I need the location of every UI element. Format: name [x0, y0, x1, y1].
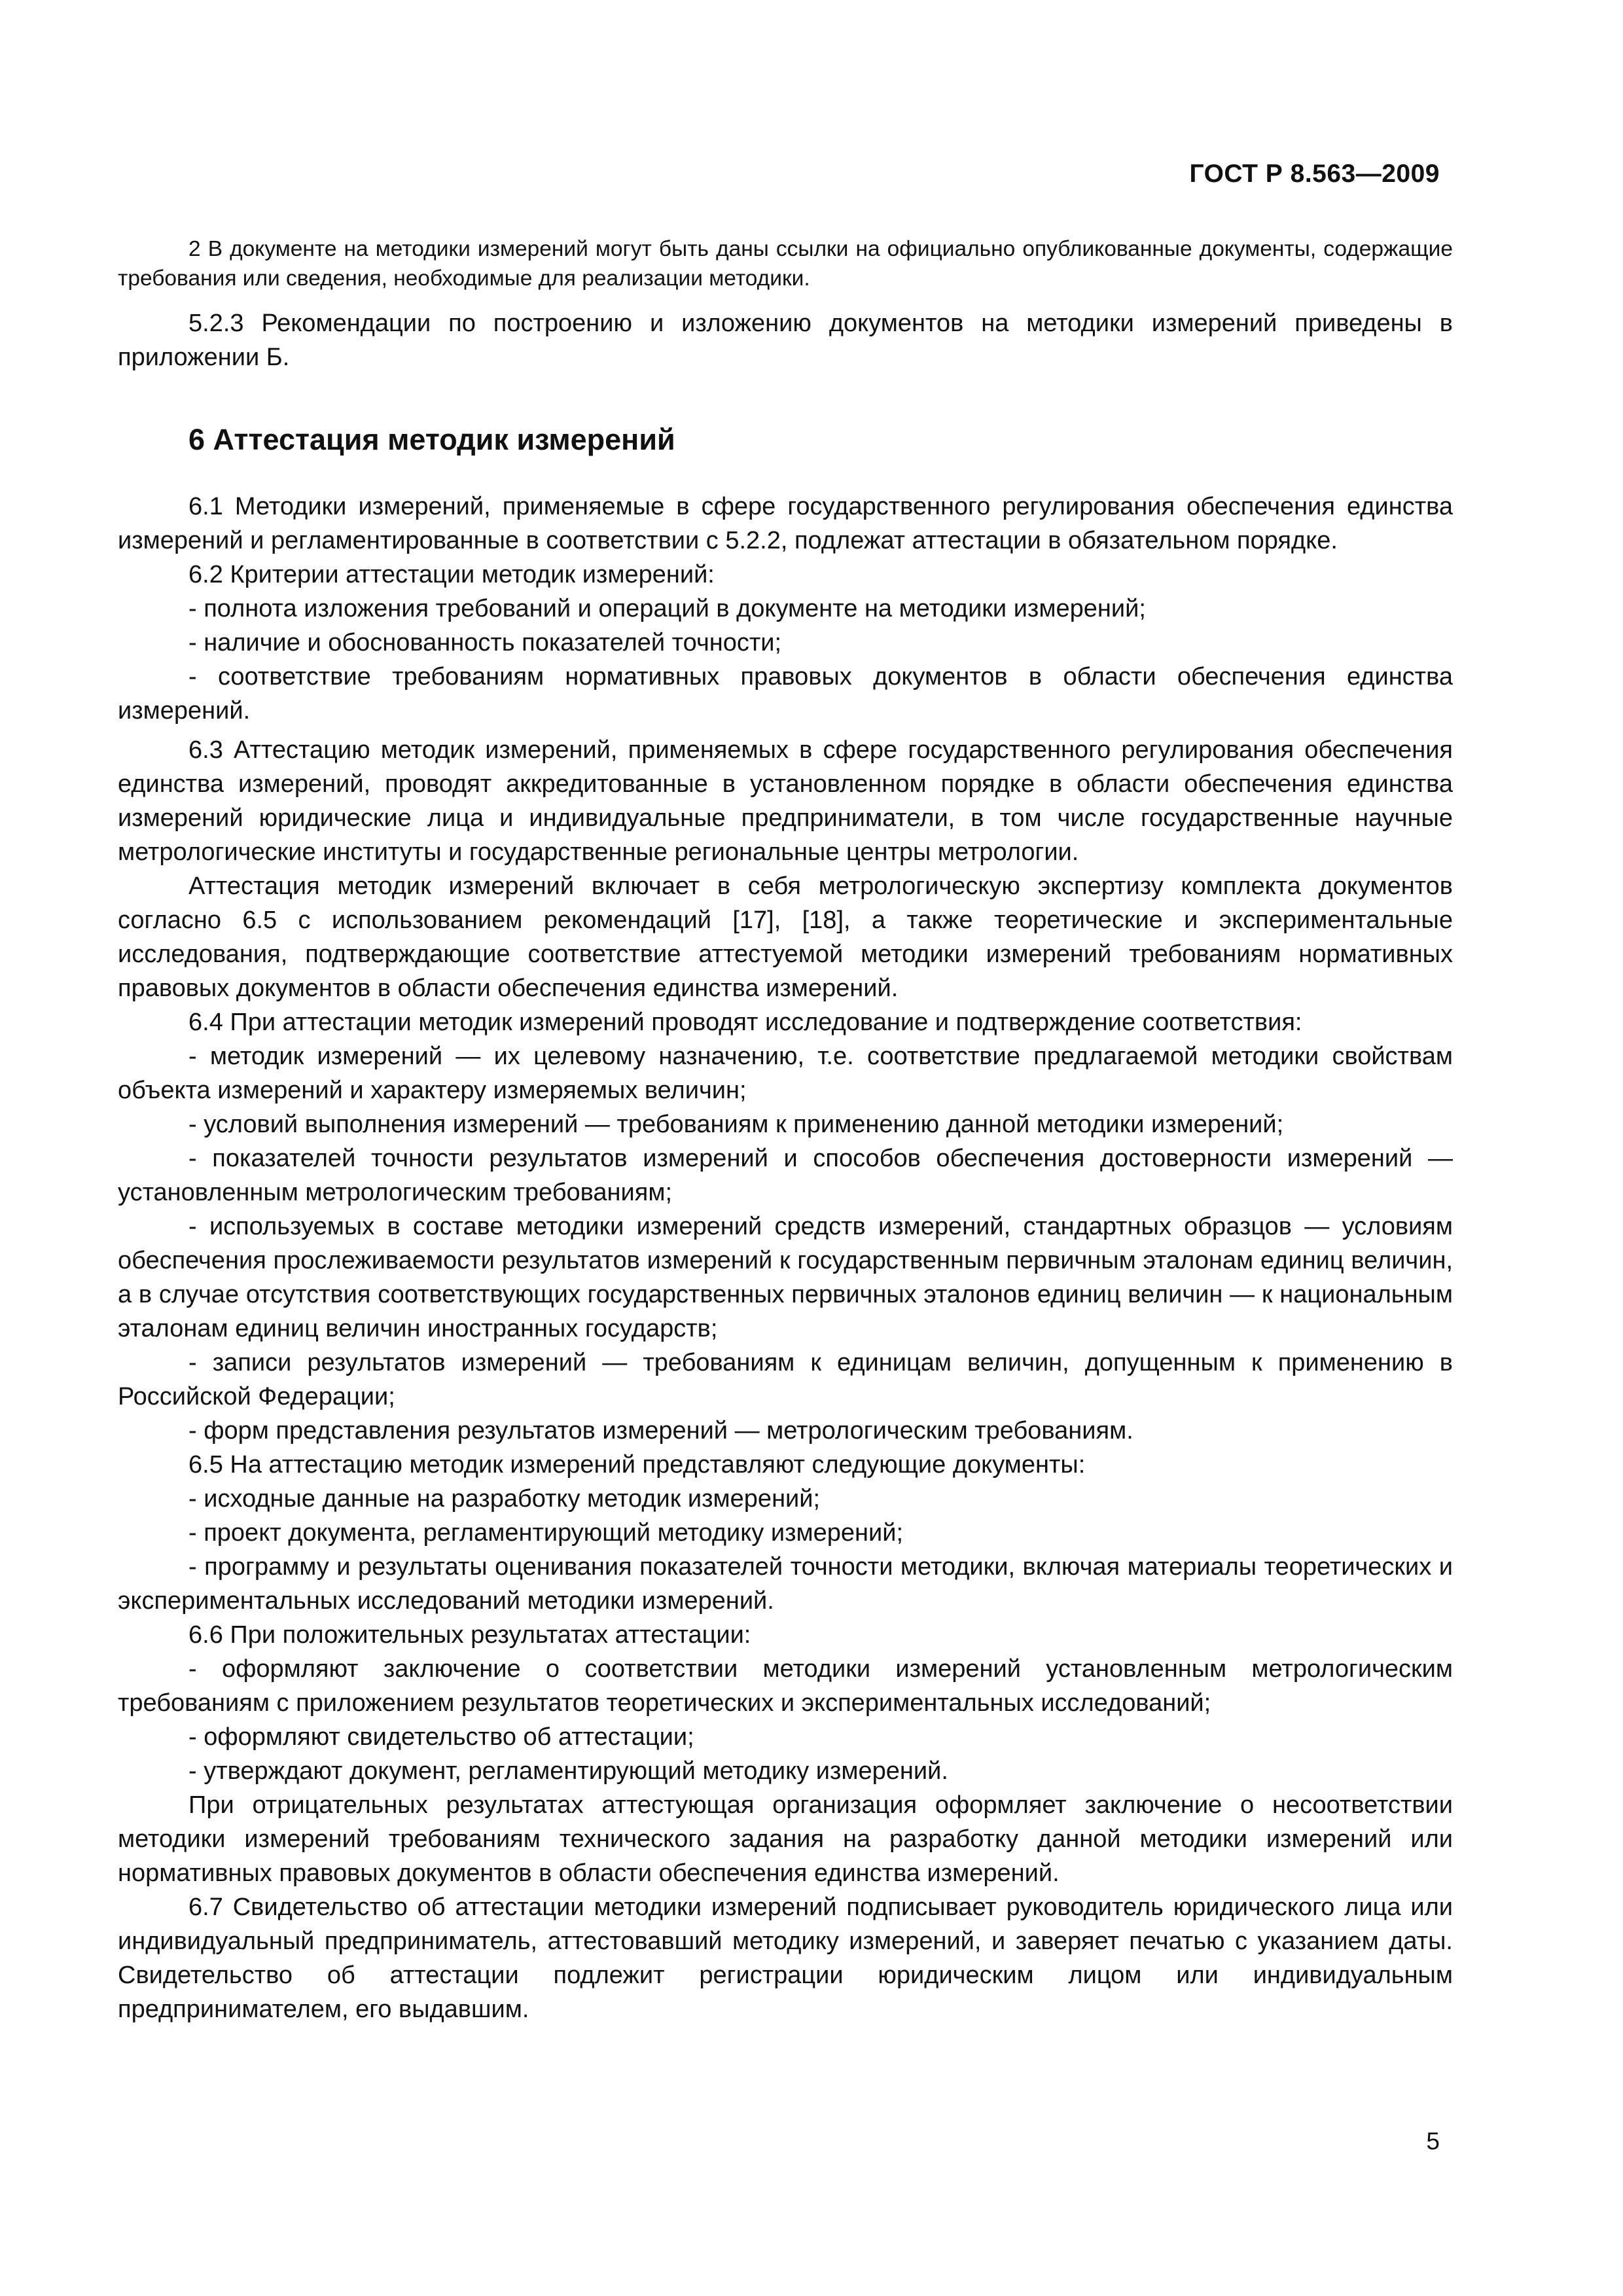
list-item: - записи результатов измерений — требованиям к единицам величин, допущенным к применению в Российской Федерации;	[118, 1349, 1453, 1410]
list-item: - проект документа, регламентирующий методику измерений;	[188, 1519, 904, 1547]
list-item: - соответствие требованиям нормативных правовых документов в области обеспечения единства измерений.	[118, 663, 1453, 725]
document-code-header: ГОСТ Р 8.563—2009	[1189, 160, 1440, 188]
page-content	[118, 234, 1453, 2026]
list-item: - утверждают документ, регламентирующий методику измерений.	[188, 1757, 948, 1785]
list-item: - показателей точности результатов измерений и способов обеспечения достоверности измерений — установленным метрологическим требованиям;	[118, 1145, 1453, 1206]
list-item: - программу и результаты оценивания показателей точности методики, включая материалы теоретических и экспериментальных исследований методики измерений.	[118, 1553, 1453, 1615]
page-number: 5	[1426, 2128, 1440, 2155]
paragraph-negative-results: При отрицательных результатах аттестующая организация оформляет заключение о несоответствии методики измерений требованиям технического задания на разработку данной методики измерений или нормативных правовых документов в области обеспечения единства измерений.	[118, 1791, 1453, 1887]
list-item: - оформляют заключение о соответствии методики измерений установленным метрологическим требованиям с приложением результатов теоретических и экспериментальных исследований;	[118, 1655, 1453, 1717]
paragraph-6-3: 6.3 Аттестацию методик измерений, применяемых в сфере государственного регулирования обеспечения единства измерений, проводят аккредитованные в установленном порядке в области обеспечения единства измерений юридические лица и индивидуальные предприниматели, в том числе государственные научные метрологические институты и государственные региональные центры метрологии.	[118, 736, 1453, 866]
paragraph-6-1: 6.1 Методики измерений, применяемые в сфере государственного регулирования обеспечения единства измерений и регламентированные в соответствии с 5.2.2, подлежат аттестации в обязательном порядке.	[118, 493, 1453, 554]
note-2: 2 В документе на методики измерений могут быть даны ссылки на официально опубликованные документы, содержащие требования или сведения, необходимые для реализации методики.	[118, 237, 1453, 291]
paragraph-6-4: 6.4 При аттестации методик измерений проводят исследование и подтверждение соответствия:	[188, 1009, 1302, 1036]
list-item: - полнота изложения требований и операций в документе на методики измерений;	[188, 595, 1146, 622]
paragraph-6-5: 6.5 На аттестацию методик измерений представляют следующие документы:	[188, 1451, 1086, 1479]
list-item: - методик измерений — их целевому назначению, т.е. соответствие предлагаемой методики свойствам объекта измерений и характеру измеряемых величин;	[118, 1043, 1453, 1104]
list-item: - наличие и обоснованность показателей точности;	[188, 629, 782, 656]
section-6-heading: 6 Аттестация методик измерений	[188, 423, 675, 456]
paragraph-attestation-includes: Аттестация методик измерений включает в себя метрологическую экспертизу комплекта документов согласно 6.5 с использованием рекомендаций [17], [18], а также теоретические и экспериментальные исследования, подтверждающие соответствие аттестуемой методики измерений требованиям нормативных правовых документов в области обеспечения единства измерений.	[118, 872, 1453, 1002]
list-item: - форм представления результатов измерений — метрологическим требованиям.	[188, 1417, 1133, 1444]
paragraph-6-2: 6.2 Критерии аттестации методик измерений:	[188, 561, 715, 588]
paragraph-5-2-3: 5.2.3 Рекомендации по построению и изложению документов на методики измерений приведены в приложении Б.	[118, 310, 1453, 371]
paragraph-6-7: 6.7 Свидетельство об аттестации методики измерений подписывает руководитель юридического лица или индивидуальный предприниматель, аттестовавший методику измерений, и заверяет печатью с указанием даты. Свидетельство об аттестации подлежит регистрации юридическим лицом или индивидуальным предпринимателем, его выдавшим.	[118, 1893, 1453, 2023]
list-item: - условий выполнения измерений — требованиям к применению данной методики измерений;	[188, 1111, 1284, 1138]
list-item: - исходные данные на разработку методик измерений;	[188, 1485, 821, 1513]
list-item: - оформляют свидетельство об аттестации;	[188, 1723, 694, 1751]
paragraph-6-6: 6.6 При положительных результатах аттестации:	[188, 1621, 751, 1649]
list-item: - используемых в составе методики измерений средств измерений, стандартных образцов — условиям обеспечения прослеживаемости результатов измерений к государственным первичным эталонам единиц величин, а в случае отсутствия соответствующих государственных первичных эталонов единиц величин — к национальным эталонам единиц величин иностранных государств;	[118, 1213, 1453, 1342]
